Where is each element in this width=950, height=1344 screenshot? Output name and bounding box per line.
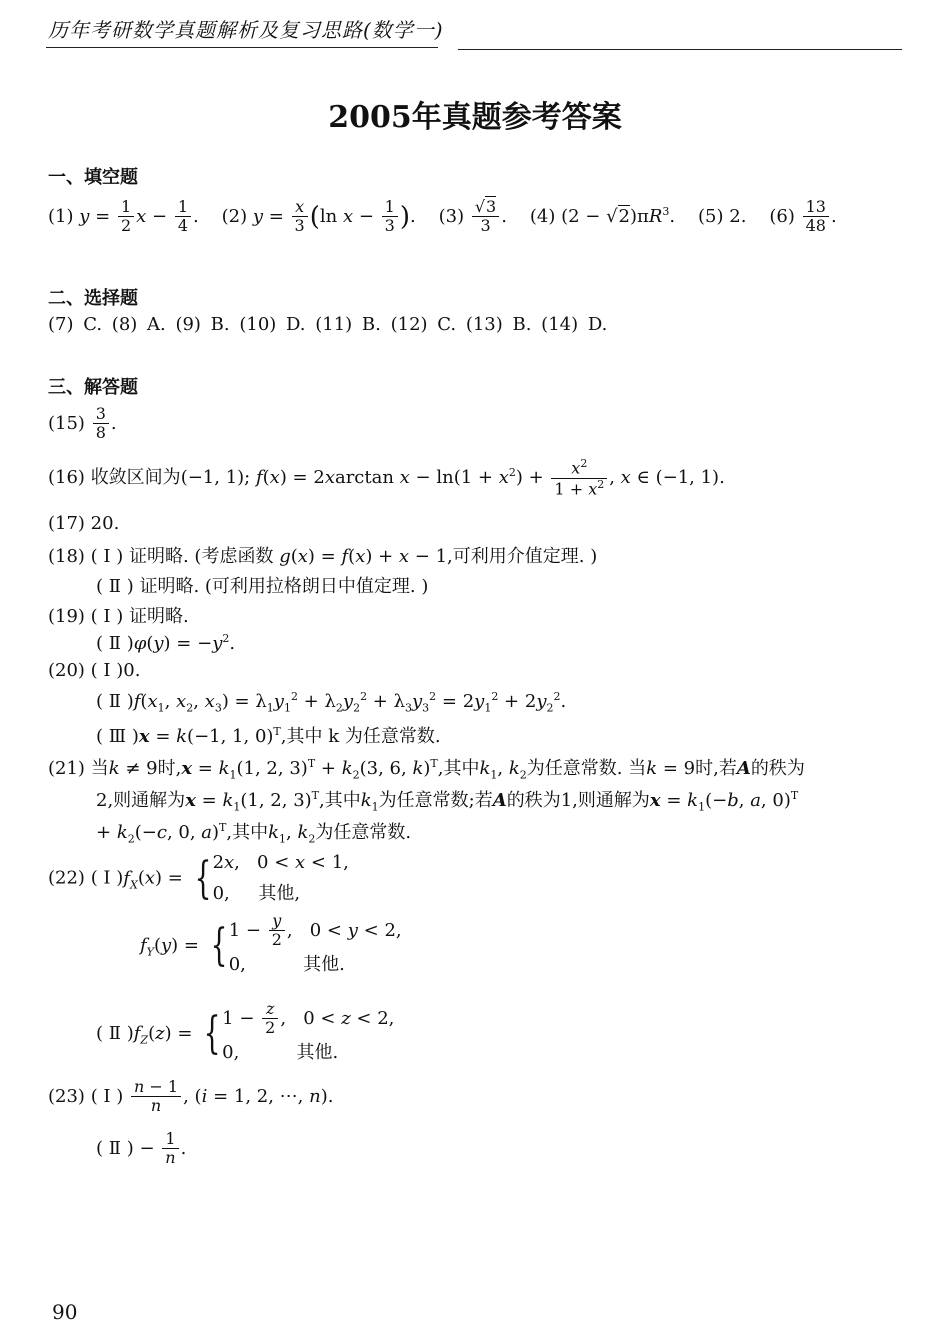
- answer-18-part1: (18) ( Ⅰ ) 证明略. (考虑函数 g(x) = f(x) + x − 1,可利用介值定理. ): [48, 546, 598, 567]
- section-solve: 三、解答题: [48, 377, 138, 398]
- answer-19-part2: ( Ⅱ )$\varphi(y) = -y^2$.: [96, 632, 236, 654]
- header-rule-left: [46, 47, 438, 48]
- section-fill-in: 一、填空题: [48, 167, 138, 188]
- answer-21-line3: + $k_2(-c$, 0, a)$^T$,其中$k_1$, $k_2$为任意常数.: [96, 821, 412, 846]
- choice-answers: (7) C. (8) A. (9) B. (10) D. (11) B. (12) C. (13) B. (14) D.: [48, 314, 608, 335]
- answer-15: (15) $\frac{3}{8}$ .: [48, 404, 117, 443]
- answer-19-part1: (19) ( Ⅰ ) 证明略.: [48, 606, 189, 627]
- section-choice: 二、选择题: [48, 288, 138, 309]
- answer-22-fz: ( Ⅱ )$f_Z(z)$ = { 1 − $\frac{z}{2}$ , 0 < z < 2, 0, 其他.: [96, 999, 395, 1063]
- page-title: 2005年真题参考答案: [328, 100, 622, 135]
- running-title: 历年考研数学真题解析及复习思路(数学一): [48, 18, 444, 42]
- page-number: 90: [52, 1300, 78, 1324]
- answer-22-fy: $f_Y(y)$ = { 1 − $\frac{y}{2}$ , 0 < y < 2, 0, 其他.: [140, 911, 402, 975]
- answer-20-part3: ( Ⅲ )x = k(−1, 1, 0)$^T$,其中 k 为任意常数.: [96, 725, 441, 747]
- answer-21-line2: 2,则通解为$x = k_1(1$, 2, 3)$^T$,其中$k_1$为任意常数;若A的秩为1,则通解为$x = k_1(-b$, a, 0)$^T$: [96, 789, 799, 814]
- answer-16: (16) 收敛区间为(−1, 1); f(x) = 2xarctan $x - \ln(1 + x^2)$ + $\frac{x^2}{1 + x^2}$ , x ∈ (−1, 1).: [48, 457, 725, 499]
- answer-20-part2: ( Ⅱ )$f(x_1$, $x_2$, $x_3) = \lambda_1y_1^2 + \lambda_2y_2^2 + \lambda_3y_3^2 = 2y_1^2 + 2y_2^2$.: [96, 690, 567, 715]
- answer-17: (17) 20.: [48, 513, 120, 534]
- answer-18-part2: ( Ⅱ ) 证明略. (可利用拉格朗日中值定理. ): [96, 576, 429, 597]
- answer-23-part2: ( Ⅱ ) − $\frac{1}{n}$ .: [96, 1129, 187, 1168]
- fill-answers-line: (1) y = $\frac{1}{2}$ x − $\frac{1}{4}$ . (2) y = $\frac{x}{3}$ (ln x − $\frac{1}{3}$ ). (3) $\frac{√3}{3}$ . (4) $(2 - √2)\pi R^3$. (5) 2. (6) $\frac{13}{48}$ .: [48, 197, 837, 236]
- answer-23-part1: (23) ( Ⅰ ) $\frac{n - 1}{n}$ , (i = 1, 2, ⋯, n).: [48, 1077, 334, 1116]
- answer-20-part1: (20) ( Ⅰ )0.: [48, 660, 141, 681]
- answer-22-fx: (22) ( Ⅰ )$f_X(x)$ = { 2x, 0 < x < 1, 0, 其他,: [48, 852, 349, 904]
- header-rule-right: [458, 49, 902, 50]
- answer-21-line1: (21) 当k ≠ 9时$,x = k_1(1$, 2, $3)^T + k_2(3$, 6, k)$^T$,其中$k_1$, $k_2$为任意常数. 当k = 9时,若A的秩为: [48, 757, 805, 782]
